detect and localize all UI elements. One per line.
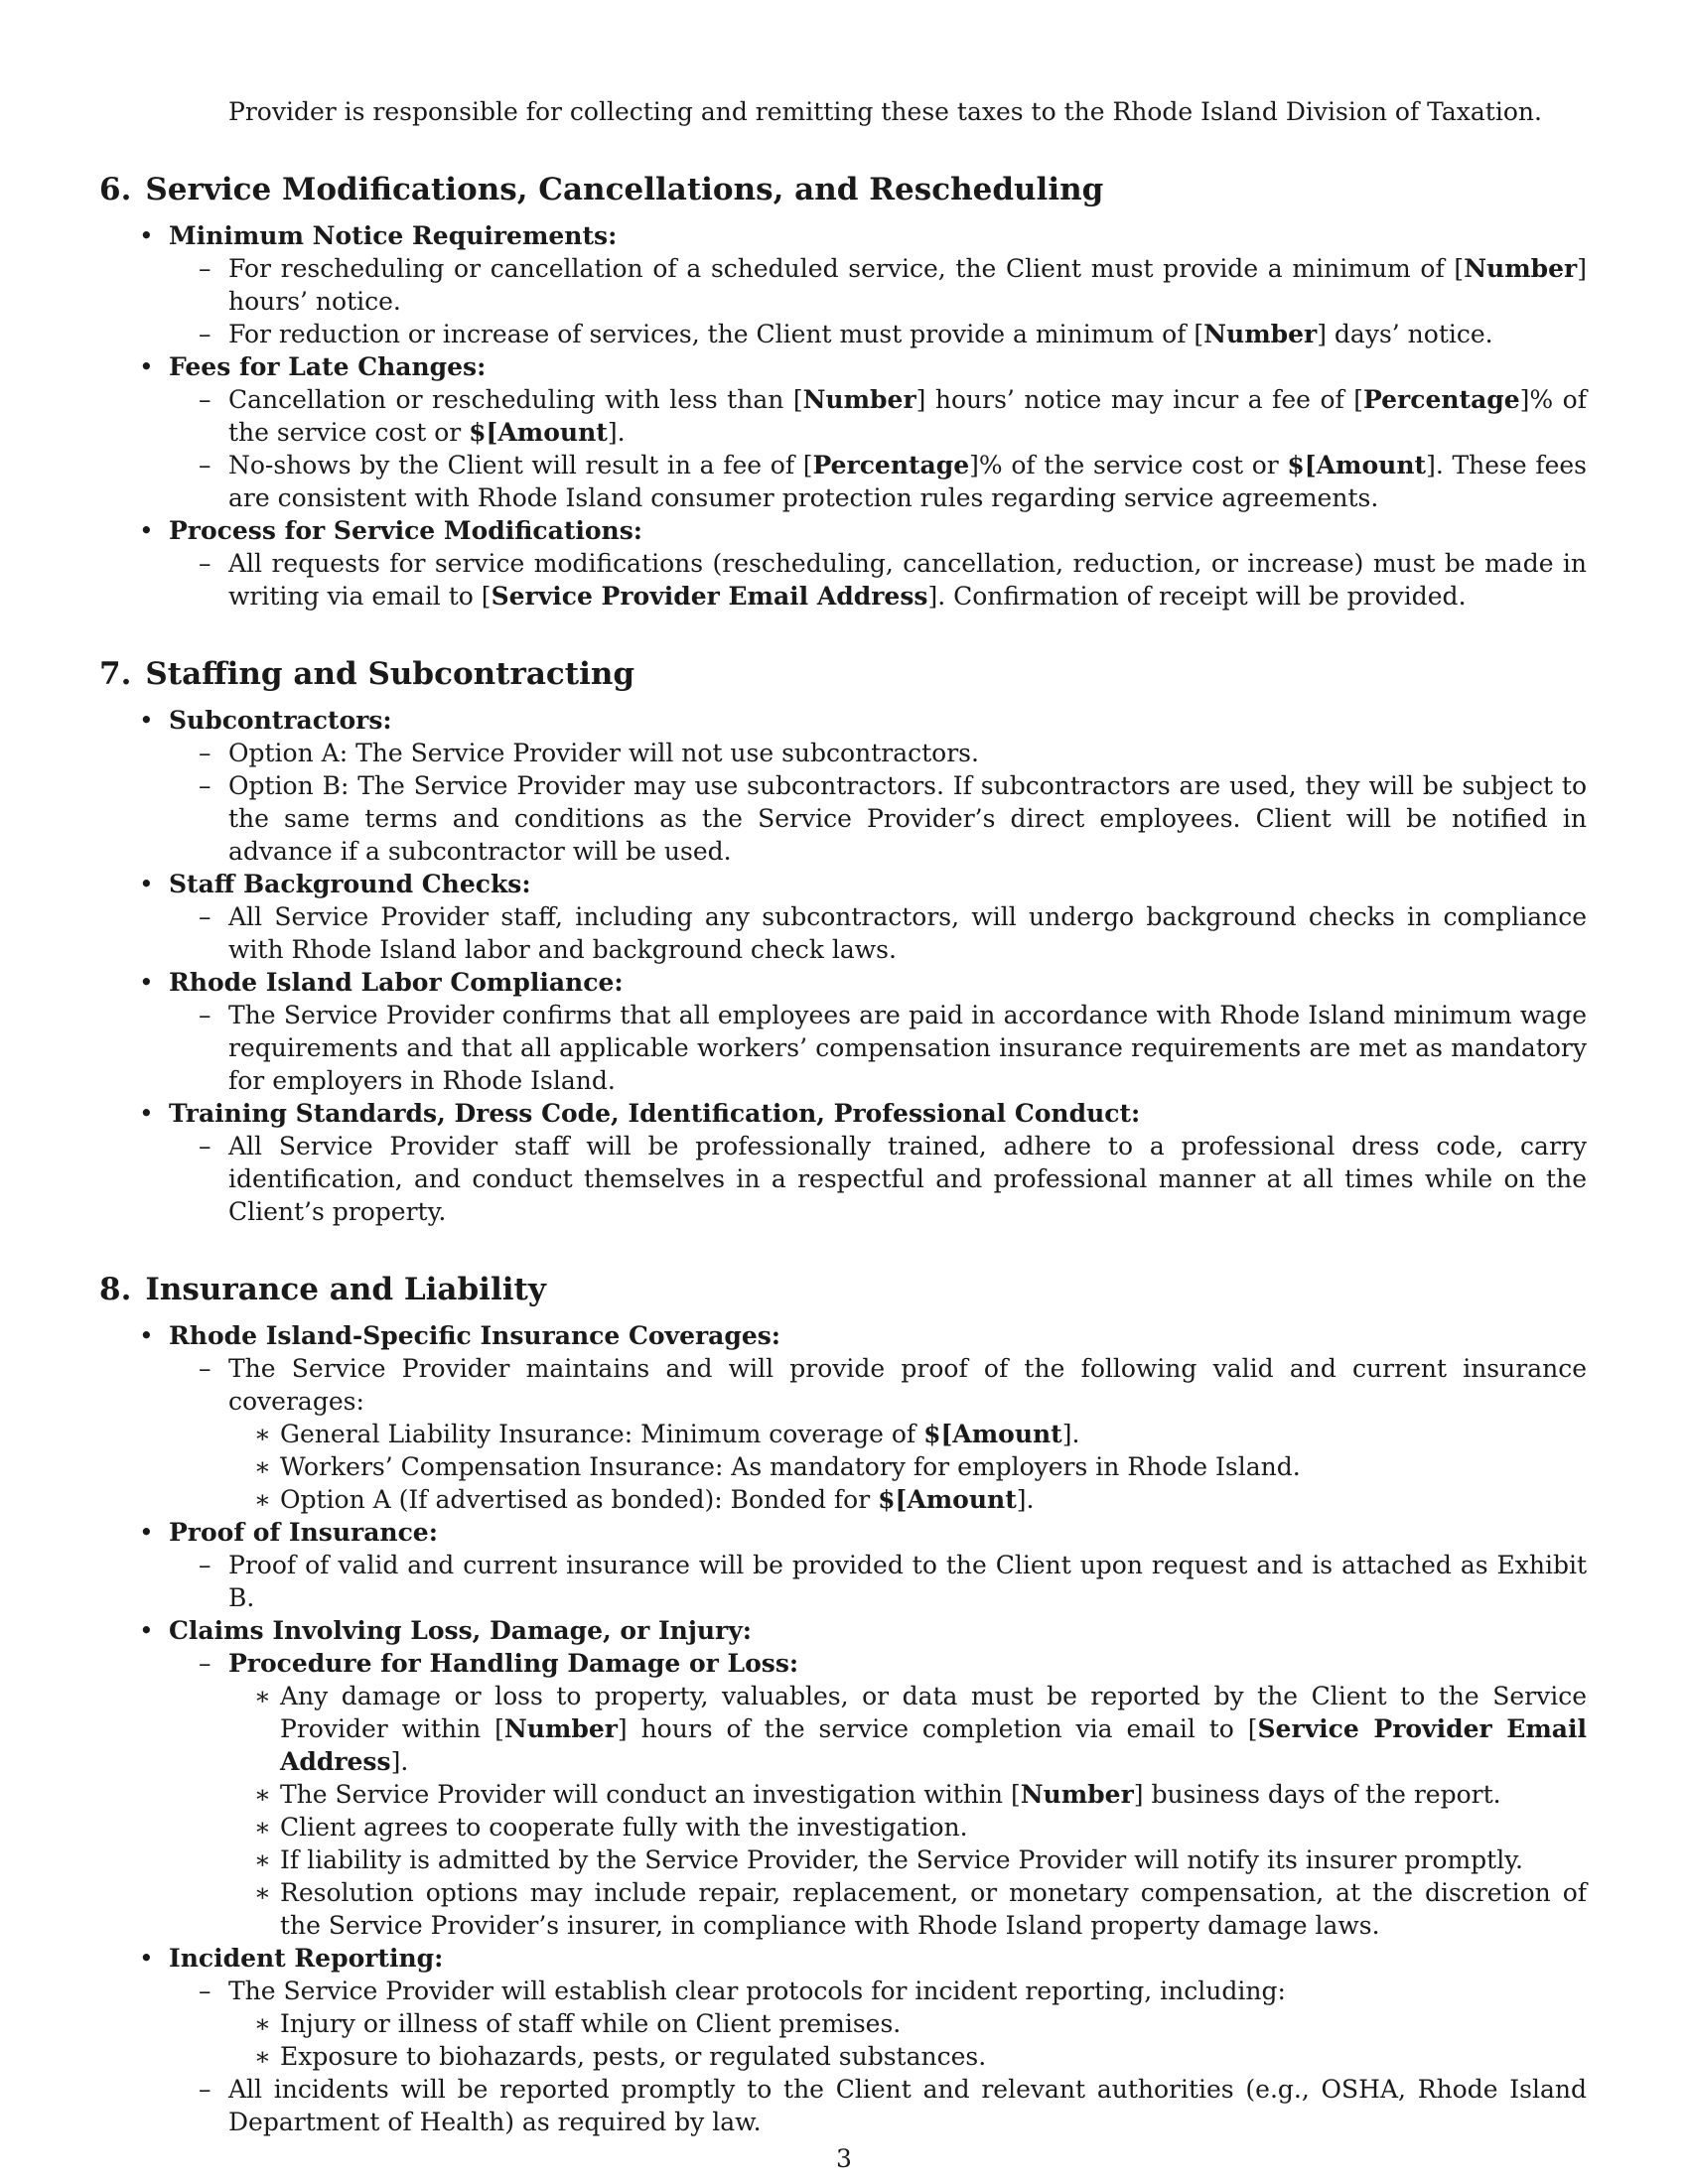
text-run: ] business days of the report. bbox=[1133, 1780, 1501, 1809]
sub-item bbox=[169, 1647, 1587, 1942]
sub-list bbox=[169, 1549, 1587, 1614]
item-label: Training Standards, Dress Code, Identification, Professional Conduct: bbox=[169, 1099, 1141, 1128]
placeholder-field: Number bbox=[503, 1714, 618, 1743]
document-page bbox=[99, 95, 1587, 2138]
sub-sub-item bbox=[228, 1680, 1587, 1778]
section-heading bbox=[99, 654, 1587, 694]
sub-sub-item bbox=[228, 1778, 1587, 1811]
section-title: Service Modifications, Cancellations, and Rescheduling bbox=[145, 172, 1104, 207]
sub-item bbox=[169, 318, 1587, 350]
text-run: ]. bbox=[607, 418, 626, 447]
sub-item bbox=[169, 1975, 1587, 2073]
list-item bbox=[99, 219, 1587, 350]
sub-sub-item bbox=[228, 2040, 1587, 2073]
sub-sub-item bbox=[228, 1450, 1587, 1483]
section-number: 6. bbox=[99, 172, 132, 207]
sub-item bbox=[169, 252, 1587, 318]
list-item bbox=[99, 1614, 1587, 1942]
text-run: Cancellation or rescheduling with less than [ bbox=[228, 385, 803, 414]
text-run: All Service Provider staff, including any subcontractors, will undergo background checks in compliance with Rhode Island labor and background check laws. bbox=[228, 902, 1587, 964]
text-run: The Service Provider will establish clear protocols for incident reporting, including: bbox=[228, 1977, 1286, 2005]
item-label: Fees for Late Changes: bbox=[169, 352, 487, 381]
text-run: The Service Provider confirms that all employees are paid in accordance with Rhode Island minimum wage requirements and that all applicable workers’ compensation insurance requirements are met as mandatory for employers in Rhode Island. bbox=[228, 1001, 1587, 1095]
text-run: ]% of the service cost or bbox=[228, 385, 1587, 447]
item-label: Process for Service Modifications: bbox=[169, 516, 643, 545]
text-run: ] hours of the service completion via email to [ bbox=[617, 1714, 1258, 1743]
sections-container bbox=[99, 170, 1587, 2138]
item-label: Incident Reporting: bbox=[169, 1944, 444, 1973]
item-label: Proof of Insurance: bbox=[169, 1518, 438, 1547]
section-number: 7. bbox=[99, 656, 132, 692]
list-item bbox=[99, 704, 1587, 868]
section-title: Staffing and Subcontracting bbox=[145, 656, 635, 692]
list-item bbox=[99, 1319, 1587, 1516]
list-item bbox=[99, 966, 1587, 1097]
placeholder-field: Number bbox=[1203, 320, 1318, 348]
sub-sub-list bbox=[228, 1680, 1587, 1942]
sub-item-label: Procedure for Handling Damage or Loss: bbox=[228, 1649, 799, 1678]
sub-sub-item bbox=[228, 1418, 1587, 1450]
text-run: ]. Confirmation of receipt will be provided. bbox=[927, 582, 1467, 611]
text-run: Exposure to biohazards, pests, or regulated substances. bbox=[280, 2042, 987, 2071]
section-list bbox=[99, 1319, 1587, 2138]
text-run: If liability is admitted by the Service Provider, the Service Provider will notify its insurer promptly. bbox=[280, 1845, 1523, 1874]
text-run: General Liability Insurance: Minimum coverage of bbox=[280, 1420, 924, 1448]
text-run: ]. bbox=[1061, 1420, 1080, 1448]
intro-paragraph: Provider is responsible for collecting and remitting these taxes to the Rhode Island Division of Taxation. bbox=[228, 97, 1542, 126]
sub-sub-list bbox=[228, 1418, 1587, 1516]
text-run: Injury or illness of staff while on Client premises. bbox=[280, 2009, 902, 2038]
sub-sub-item bbox=[228, 1483, 1587, 1516]
list-item bbox=[99, 1097, 1587, 1228]
text-run: ]. bbox=[1016, 1485, 1035, 1514]
sub-list bbox=[169, 1647, 1587, 1942]
list-item bbox=[99, 514, 1587, 613]
placeholder-field: $[Amount bbox=[469, 418, 608, 447]
sub-item bbox=[169, 1549, 1587, 1614]
text-run: Resolution options may include repair, replacement, or monetary compensation, at the discretion of the Service Provider’s insurer, in compliance with Rhode Island property damage laws. bbox=[280, 1878, 1587, 1940]
sub-item bbox=[169, 547, 1587, 613]
text-run: Option A (If advertised as bonded): Bonded for bbox=[280, 1485, 879, 1514]
sub-list bbox=[169, 1352, 1587, 1516]
text-run: Proof of valid and current insurance will be provided to the Client upon request and is attached as Exhibit B. bbox=[228, 1551, 1587, 1612]
sub-list bbox=[169, 1130, 1587, 1228]
section-heading bbox=[99, 170, 1587, 209]
item-label: Minimum Notice Requirements: bbox=[169, 221, 618, 250]
text-run: Option B: The Service Provider may use subcontractors. If subcontractors are used, they will be subject to the same terms and conditions as the Service Provider’s direct employees. Client will be notified in advance if a subcontractor will be used. bbox=[228, 771, 1587, 866]
placeholder-field: $[Amount bbox=[878, 1485, 1017, 1514]
section-list bbox=[99, 219, 1587, 613]
item-label: Subcontractors: bbox=[169, 706, 392, 735]
item-label: Rhode Island-Specific Insurance Coverages: bbox=[169, 1321, 781, 1350]
list-item bbox=[99, 1942, 1587, 2138]
sub-list bbox=[169, 383, 1587, 514]
sub-list bbox=[169, 999, 1587, 1097]
sub-sub-item bbox=[228, 2007, 1587, 2040]
text-run: For reduction or increase of services, the Client must provide a minimum of [ bbox=[228, 320, 1204, 348]
sub-list bbox=[169, 900, 1587, 966]
text-run: All Service Provider staff will be professionally trained, adhere to a professional dress code, carry identification, and conduct themselves in a respectful and professional manner at all times while on the Client’s property. bbox=[228, 1132, 1587, 1226]
sub-sub-item bbox=[228, 1811, 1587, 1843]
sub-list bbox=[169, 1975, 1587, 2138]
placeholder-field: Percentage bbox=[1363, 385, 1520, 414]
text-run: ]. These fees are consistent with Rhode Island consumer protection rules regarding service agreements. bbox=[228, 451, 1587, 512]
list-item bbox=[99, 868, 1587, 966]
sub-list bbox=[169, 547, 1587, 613]
text-run: The Service Provider will conduct an investigation within [ bbox=[280, 1780, 1021, 1809]
placeholder-field: Number bbox=[1020, 1780, 1134, 1809]
item-label: Claims Involving Loss, Damage, or Injury: bbox=[169, 1616, 752, 1645]
item-label: Rhode Island Labor Compliance: bbox=[169, 968, 624, 997]
sub-item bbox=[169, 769, 1587, 868]
sub-sub-list bbox=[228, 2007, 1587, 2073]
text-run: ] hours’ notice may incur a fee of [ bbox=[915, 385, 1364, 414]
text-run: All incidents will be reported promptly to the Client and relevant authorities (e.g., OSHA, Rhode Island Department of Health) as required by law. bbox=[228, 2075, 1587, 2136]
placeholder-field: Number bbox=[1464, 254, 1578, 283]
section-number: 8. bbox=[99, 1272, 132, 1307]
sub-item bbox=[169, 1130, 1587, 1228]
text-run: ] days’ notice. bbox=[1317, 320, 1493, 348]
text-run: ]. bbox=[390, 1747, 409, 1776]
sub-item bbox=[169, 449, 1587, 514]
sub-sub-item bbox=[228, 1843, 1587, 1876]
item-label: Staff Background Checks: bbox=[169, 870, 531, 898]
placeholder-field: $[Amount bbox=[923, 1420, 1062, 1448]
placeholder-field: $[Amount bbox=[1287, 451, 1427, 479]
page-number: 3 bbox=[836, 2144, 852, 2173]
sub-item bbox=[169, 900, 1587, 966]
sub-item bbox=[169, 383, 1587, 449]
text-run: ] hours’ notice. bbox=[228, 254, 1587, 316]
sub-list bbox=[169, 737, 1587, 868]
text-run: The Service Provider maintains and will provide proof of the following valid and current insurance coverages: bbox=[228, 1354, 1587, 1416]
list-item bbox=[99, 350, 1587, 514]
text-run: For rescheduling or cancellation of a scheduled service, the Client must provide a minimum of [ bbox=[228, 254, 1465, 283]
section-title: Insurance and Liability bbox=[145, 1272, 546, 1307]
text-run: Client agrees to cooperate fully with the investigation. bbox=[280, 1813, 968, 1842]
section-heading bbox=[99, 1270, 1587, 1309]
text-run: ]% of the service cost or bbox=[969, 451, 1288, 479]
sub-item bbox=[169, 737, 1587, 769]
placeholder-field: Service Provider Email Address bbox=[280, 1714, 1587, 1776]
sub-item bbox=[169, 2073, 1587, 2138]
list-item bbox=[99, 1516, 1587, 1614]
text-run: Any damage or loss to property, valuables, or data must be reported by the Client to the Service Provider within [ bbox=[280, 1682, 1587, 1743]
placeholder-field: Number bbox=[802, 385, 916, 414]
sub-item bbox=[169, 1352, 1587, 1516]
placeholder-field: Percentage bbox=[812, 451, 970, 479]
text-run: Option A: The Service Provider will not use subcontractors. bbox=[228, 739, 979, 767]
section-list bbox=[99, 704, 1587, 1228]
text-run: All requests for service modifications (rescheduling, cancellation, reduction, or increase) must be made in writing via email to [ bbox=[228, 549, 1587, 611]
sub-list bbox=[169, 252, 1587, 350]
text-run: Workers’ Compensation Insurance: As mandatory for employers in Rhode Island. bbox=[280, 1452, 1301, 1481]
sub-item bbox=[169, 999, 1587, 1097]
placeholder-field: Service Provider Email Address bbox=[491, 582, 928, 611]
sub-sub-item bbox=[228, 1876, 1587, 1942]
text-run: No-shows by the Client will result in a fee of [ bbox=[228, 451, 813, 479]
